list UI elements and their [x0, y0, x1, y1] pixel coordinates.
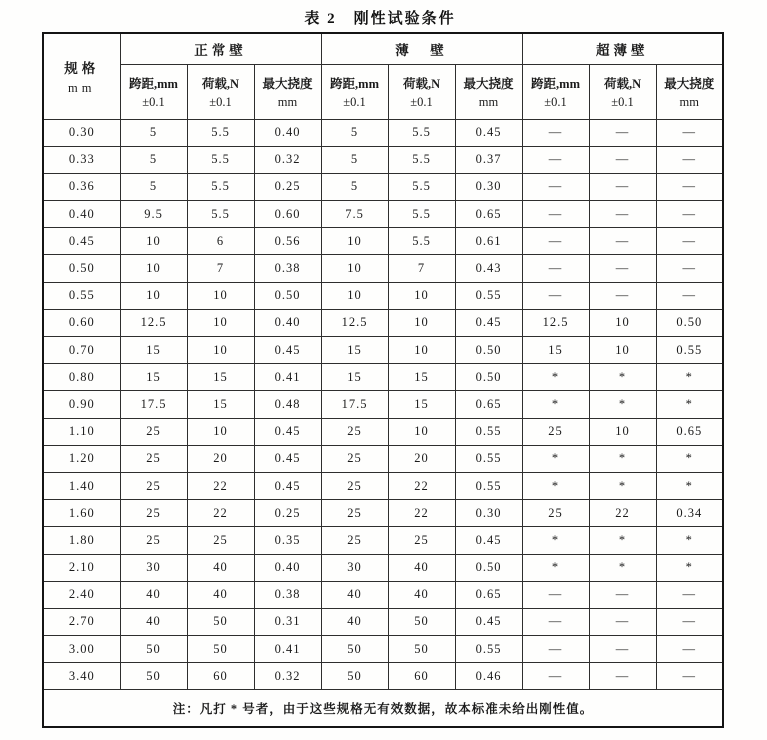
value-cell: 25: [120, 418, 187, 445]
spec-cell: 0.60: [43, 309, 120, 336]
spec-cell: 0.80: [43, 364, 120, 391]
value-cell: 20: [187, 445, 254, 472]
value-cell: —: [589, 173, 656, 200]
value-cell: 40: [388, 581, 455, 608]
subheader-span: 跨距,mm ±0.1: [321, 64, 388, 119]
subheader-load: 荷载,N ±0.1: [187, 64, 254, 119]
value-cell: 5.5: [388, 119, 455, 146]
value-cell: 0.45: [455, 309, 522, 336]
table-footer: [43, 690, 723, 727]
spec-cell: 0.36: [43, 173, 120, 200]
value-cell: *: [656, 445, 723, 472]
value-cell: 0.34: [656, 500, 723, 527]
value-cell: 15: [120, 364, 187, 391]
value-cell: 0.32: [254, 146, 321, 173]
spec-cell: 3.40: [43, 663, 120, 690]
value-cell: 0.37: [455, 146, 522, 173]
value-cell: —: [656, 173, 723, 200]
value-cell: 15: [321, 337, 388, 364]
value-cell: 10: [388, 337, 455, 364]
value-cell: 20: [388, 445, 455, 472]
value-cell: *: [589, 391, 656, 418]
value-cell: —: [522, 119, 589, 146]
value-cell: —: [522, 228, 589, 255]
value-cell: 50: [120, 636, 187, 663]
value-cell: —: [522, 636, 589, 663]
value-cell: 22: [388, 472, 455, 499]
table-row: [43, 418, 723, 445]
value-cell: *: [522, 527, 589, 554]
table-row: [43, 337, 723, 364]
value-cell: 40: [120, 608, 187, 635]
spec-column-header: [43, 33, 120, 119]
value-cell: 0.65: [455, 581, 522, 608]
value-cell: —: [589, 282, 656, 309]
value-cell: 30: [120, 554, 187, 581]
value-cell: 0.55: [455, 445, 522, 472]
value-cell: 0.50: [455, 364, 522, 391]
spec-cell: 0.50: [43, 255, 120, 282]
subheader-deflection: 最大挠度 mm: [455, 64, 522, 119]
value-cell: 25: [187, 527, 254, 554]
value-cell: 0.56: [254, 228, 321, 255]
subheader-span: 跨距,mm ±0.1: [522, 64, 589, 119]
group-header-row: [43, 33, 723, 64]
value-cell: 0.45: [455, 119, 522, 146]
table-row: [43, 636, 723, 663]
value-cell: —: [589, 636, 656, 663]
value-cell: *: [522, 364, 589, 391]
value-cell: 5.5: [388, 173, 455, 200]
value-cell: 0.50: [455, 337, 522, 364]
value-cell: 5.5: [388, 228, 455, 255]
value-cell: 10: [321, 228, 388, 255]
value-cell: 10: [589, 337, 656, 364]
value-cell: —: [589, 201, 656, 228]
value-cell: —: [589, 581, 656, 608]
subheader-span: 跨距,mm ±0.1: [120, 64, 187, 119]
value-cell: 10: [321, 282, 388, 309]
value-cell: 5: [120, 119, 187, 146]
spec-cell: 1.60: [43, 500, 120, 527]
value-cell: 5: [321, 119, 388, 146]
value-cell: 25: [120, 445, 187, 472]
value-cell: 40: [388, 554, 455, 581]
spec-cell: 3.00: [43, 636, 120, 663]
value-cell: 5.5: [187, 119, 254, 146]
value-cell: 10: [187, 282, 254, 309]
value-cell: 40: [321, 608, 388, 635]
value-cell: —: [656, 146, 723, 173]
spec-cell: 0.33: [43, 146, 120, 173]
table-row: [43, 391, 723, 418]
value-cell: 0.45: [455, 608, 522, 635]
value-cell: 0.43: [455, 255, 522, 282]
value-cell: 60: [388, 663, 455, 690]
subheader-load: 荷载,N ±0.1: [589, 64, 656, 119]
value-cell: 0.35: [254, 527, 321, 554]
value-cell: *: [589, 445, 656, 472]
value-cell: 22: [187, 500, 254, 527]
value-cell: 50: [388, 608, 455, 635]
value-cell: 10: [187, 337, 254, 364]
value-cell: 5.5: [187, 201, 254, 228]
value-cell: 10: [187, 309, 254, 336]
value-cell: —: [656, 282, 723, 309]
subheader-deflection: 最大挠度 mm: [254, 64, 321, 119]
value-cell: 0.38: [254, 581, 321, 608]
value-cell: 25: [321, 418, 388, 445]
value-cell: 22: [187, 472, 254, 499]
table-row: [43, 146, 723, 173]
value-cell: 0.55: [656, 337, 723, 364]
spec-cell: 0.40: [43, 201, 120, 228]
value-cell: 0.65: [455, 391, 522, 418]
value-cell: *: [656, 527, 723, 554]
value-cell: *: [589, 364, 656, 391]
value-cell: *: [522, 391, 589, 418]
value-cell: —: [656, 228, 723, 255]
value-cell: 12.5: [522, 309, 589, 336]
value-cell: 5.5: [187, 173, 254, 200]
value-cell: *: [656, 472, 723, 499]
value-cell: 10: [388, 309, 455, 336]
value-cell: 50: [321, 663, 388, 690]
value-cell: 0.48: [254, 391, 321, 418]
table-row: [43, 228, 723, 255]
value-cell: 25: [321, 472, 388, 499]
table-row: [43, 500, 723, 527]
value-cell: 0.45: [254, 418, 321, 445]
value-cell: 15: [187, 391, 254, 418]
value-cell: 5: [321, 146, 388, 173]
table-row: [43, 445, 723, 472]
subheader-deflection: 最大挠度 mm: [656, 64, 723, 119]
value-cell: 50: [120, 663, 187, 690]
value-cell: 0.50: [656, 309, 723, 336]
value-cell: —: [656, 201, 723, 228]
table-row: [43, 364, 723, 391]
value-cell: 5.5: [388, 201, 455, 228]
value-cell: 0.55: [455, 472, 522, 499]
value-cell: 10: [589, 309, 656, 336]
value-cell: 12.5: [321, 309, 388, 336]
value-cell: —: [522, 581, 589, 608]
value-cell: —: [656, 581, 723, 608]
value-cell: —: [589, 608, 656, 635]
value-cell: 9.5: [120, 201, 187, 228]
value-cell: *: [656, 364, 723, 391]
table-row: [43, 201, 723, 228]
value-cell: —: [589, 255, 656, 282]
value-cell: 12.5: [120, 309, 187, 336]
table-header: [43, 33, 723, 119]
table-note: 注：凡打 * 号者，由于这些规格无有效数据，故本标准未给出刚性值。: [43, 690, 723, 727]
value-cell: 0.45: [455, 527, 522, 554]
table-row: [43, 309, 723, 336]
value-cell: 0.55: [455, 418, 522, 445]
value-cell: —: [522, 201, 589, 228]
value-cell: *: [589, 472, 656, 499]
value-cell: 25: [522, 500, 589, 527]
value-cell: 0.31: [254, 608, 321, 635]
value-cell: 0.55: [455, 636, 522, 663]
value-cell: —: [589, 663, 656, 690]
group-header-normal-wall: 正常壁: [120, 33, 321, 64]
value-cell: —: [522, 255, 589, 282]
value-cell: 50: [187, 636, 254, 663]
value-cell: 10: [120, 228, 187, 255]
value-cell: 0.40: [254, 119, 321, 146]
value-cell: *: [522, 445, 589, 472]
spec-cell: 0.45: [43, 228, 120, 255]
value-cell: 0.41: [254, 636, 321, 663]
value-cell: 5.5: [388, 146, 455, 173]
value-cell: 7.5: [321, 201, 388, 228]
value-cell: 30: [321, 554, 388, 581]
value-cell: 10: [388, 418, 455, 445]
value-cell: 50: [187, 608, 254, 635]
value-cell: 0.61: [455, 228, 522, 255]
table-row: [43, 173, 723, 200]
spec-cell: 0.30: [43, 119, 120, 146]
sub-header-row: [43, 64, 723, 119]
value-cell: 40: [187, 581, 254, 608]
value-cell: 17.5: [120, 391, 187, 418]
value-cell: 15: [388, 391, 455, 418]
value-cell: *: [589, 527, 656, 554]
table-body: [43, 119, 723, 690]
spec-cell: 1.10: [43, 418, 120, 445]
value-cell: —: [589, 146, 656, 173]
spec-cell: 2.40: [43, 581, 120, 608]
value-cell: 15: [187, 364, 254, 391]
table-row: [43, 255, 723, 282]
value-cell: 10: [321, 255, 388, 282]
rigidity-test-table: [42, 32, 724, 728]
value-cell: 15: [388, 364, 455, 391]
value-cell: *: [656, 554, 723, 581]
value-cell: 0.55: [455, 282, 522, 309]
value-cell: *: [589, 554, 656, 581]
value-cell: 10: [589, 418, 656, 445]
value-cell: 0.45: [254, 472, 321, 499]
value-cell: 60: [187, 663, 254, 690]
value-cell: —: [589, 228, 656, 255]
spec-header-unit: mm: [68, 80, 96, 95]
table-row: [43, 282, 723, 309]
page-title: 表 2 刚性试验条件: [304, 11, 456, 27]
value-cell: 25: [120, 500, 187, 527]
spec-cell: 1.20: [43, 445, 120, 472]
value-cell: —: [522, 146, 589, 173]
value-cell: 0.46: [455, 663, 522, 690]
table-row: [43, 554, 723, 581]
value-cell: 50: [388, 636, 455, 663]
spec-header-label: 规格: [64, 60, 100, 76]
value-cell: 25: [522, 418, 589, 445]
value-cell: 15: [522, 337, 589, 364]
value-cell: 5: [120, 146, 187, 173]
value-cell: 0.50: [455, 554, 522, 581]
value-cell: 25: [321, 500, 388, 527]
value-cell: 7: [187, 255, 254, 282]
spec-cell: 1.40: [43, 472, 120, 499]
value-cell: 22: [388, 500, 455, 527]
value-cell: 0.50: [254, 282, 321, 309]
value-cell: 50: [321, 636, 388, 663]
value-cell: 25: [388, 527, 455, 554]
table-row: [43, 472, 723, 499]
table-row: [43, 663, 723, 690]
value-cell: 5: [120, 173, 187, 200]
value-cell: 40: [187, 554, 254, 581]
value-cell: 0.40: [254, 309, 321, 336]
spec-cell: 0.70: [43, 337, 120, 364]
value-cell: 40: [120, 581, 187, 608]
value-cell: 5: [321, 173, 388, 200]
value-cell: —: [656, 636, 723, 663]
value-cell: 25: [321, 527, 388, 554]
value-cell: 25: [120, 472, 187, 499]
value-cell: 15: [120, 337, 187, 364]
value-cell: —: [522, 663, 589, 690]
value-cell: 0.65: [455, 201, 522, 228]
value-cell: 25: [120, 527, 187, 554]
spec-cell: 0.90: [43, 391, 120, 418]
value-cell: 10: [120, 282, 187, 309]
value-cell: 0.38: [254, 255, 321, 282]
value-cell: 25: [321, 445, 388, 472]
value-cell: —: [656, 255, 723, 282]
value-cell: 7: [388, 255, 455, 282]
note-row: [43, 690, 723, 727]
spec-cell: 0.55: [43, 282, 120, 309]
spec-cell: 2.10: [43, 554, 120, 581]
value-cell: 0.30: [455, 500, 522, 527]
value-cell: 0.30: [455, 173, 522, 200]
subheader-load: 荷载,N ±0.1: [388, 64, 455, 119]
value-cell: —: [522, 282, 589, 309]
group-header-thin-wall: 薄 壁: [321, 33, 522, 64]
table-row: [43, 527, 723, 554]
value-cell: 5.5: [187, 146, 254, 173]
value-cell: —: [522, 173, 589, 200]
value-cell: 0.32: [254, 663, 321, 690]
group-header-ultrathin-wall: 超薄壁: [522, 33, 723, 64]
spec-cell: 2.70: [43, 608, 120, 635]
value-cell: 10: [388, 282, 455, 309]
value-cell: —: [522, 608, 589, 635]
value-cell: 0.25: [254, 173, 321, 200]
value-cell: 0.45: [254, 445, 321, 472]
value-cell: 0.41: [254, 364, 321, 391]
value-cell: 40: [321, 581, 388, 608]
value-cell: —: [656, 119, 723, 146]
value-cell: —: [589, 119, 656, 146]
value-cell: —: [656, 663, 723, 690]
table-row: [43, 608, 723, 635]
value-cell: 6: [187, 228, 254, 255]
value-cell: —: [656, 608, 723, 635]
value-cell: 0.25: [254, 500, 321, 527]
value-cell: 22: [589, 500, 656, 527]
value-cell: 17.5: [321, 391, 388, 418]
table-row: [43, 119, 723, 146]
table-row: [43, 581, 723, 608]
value-cell: 0.45: [254, 337, 321, 364]
value-cell: 10: [187, 418, 254, 445]
value-cell: 0.40: [254, 554, 321, 581]
value-cell: 15: [321, 364, 388, 391]
value-cell: *: [522, 554, 589, 581]
value-cell: 0.65: [656, 418, 723, 445]
value-cell: *: [656, 391, 723, 418]
value-cell: 10: [120, 255, 187, 282]
value-cell: *: [522, 472, 589, 499]
value-cell: 0.60: [254, 201, 321, 228]
spec-cell: 1.80: [43, 527, 120, 554]
